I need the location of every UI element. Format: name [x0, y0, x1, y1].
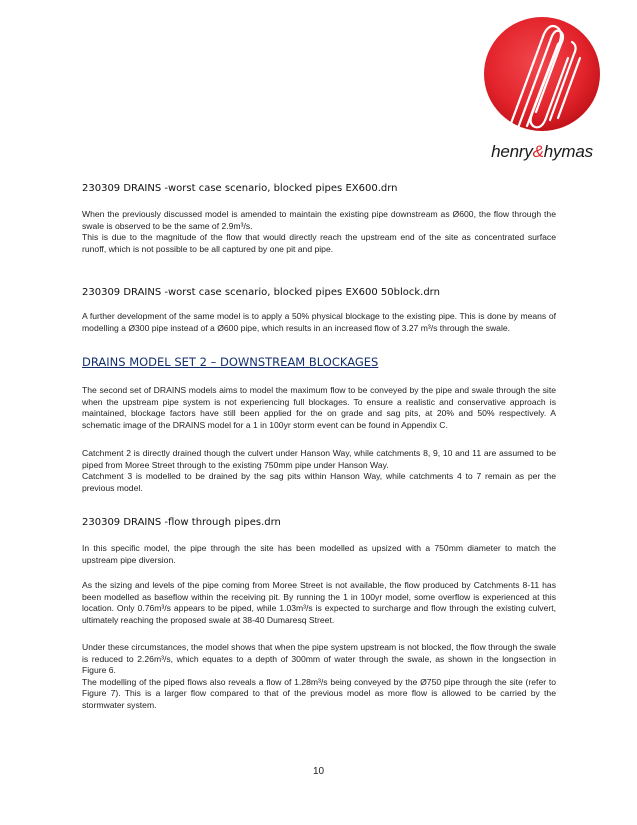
- section-2-body: [82, 311, 556, 334]
- paragraph: In this specific model, the pipe through the site has been modelled as upsized with a 750mm diameter to match the upstream pipe diversion.: [82, 543, 556, 565]
- paragraph: This is due to the magnitude of the flow that would directly reach the upstream end of the site as concentrated surface runoff, which is not possible to be all captured by one pit and pipe.: [82, 232, 556, 254]
- logo-wordmark: [472, 142, 612, 162]
- logo-emblem-icon: [472, 14, 612, 144]
- section-4-body-3: [82, 642, 556, 712]
- logo-text-suffix: hymas: [543, 142, 593, 161]
- company-logo: [472, 14, 612, 164]
- section-4: [82, 517, 556, 528]
- section-heading: 230309 DRAINS -flow through pipes.drn: [82, 517, 281, 528]
- section-heading: 230309 DRAINS -worst case scenario, blocked pipes EX600 50block.drn: [82, 287, 440, 298]
- logo-text-amp: &: [532, 142, 544, 161]
- section-1: [82, 183, 556, 194]
- section-3-body: [82, 385, 556, 431]
- paragraph: As the sizing and levels of the pipe coming from Moree Street is not available, the flow produced by Catchments 8-11 has been modelled as baseflow within the receiving pit. By running the 1 in 100yr model, some overflow is experienced at this location. Only 0.76m³/s appears to be piped, while 1.03m³/s is expected to surcharge and flow through the existing culvert, ultimately reaching the proposed swale at 38-40 Dumaresq Street.: [82, 580, 556, 625]
- paragraph: A further development of the same model is to apply a 50% physical blockage to the existing pipe. This is done by means of modelling a Ø300 pipe instead of a Ø600 pipe, which results in an increased flow of 3.27 m³/s through the swale.: [82, 311, 556, 333]
- paragraph: Under these circumstances, the model shows that when the pipe system upstream is not blocked, the flow through the swale is reduced to 2.26m³/s, which equates to a depth of 300mm of water through the swale, as shown in the longsection in Figure 6.: [82, 642, 556, 676]
- section-3-body-2: [82, 448, 556, 494]
- paragraph: The modelling of the piped flows also reveals a flow of 1.28m³/s being conveyed by the Ø750 pipe through the site (refer to Figure 7). This is a larger flow compared to that of the previous model as more flow is allowed to be carried by the stormwater system.: [82, 676, 556, 710]
- section-4-body-2: [82, 580, 556, 626]
- section-heading: DRAINS MODEL SET 2 – DOWNSTREAM BLOCKAGES: [82, 355, 379, 369]
- paragraph: The second set of DRAINS models aims to model the maximum flow to be conveyed by the pipe and swale through the site when the upstream pipe system is not experiencing full blockages. To ensure a realistic and conservative approach is maintained, blockage factors have still been applied for the on grade and sag pits, at 20% and 50% respectively. A schematic image of the DRAINS model for a 1 in 100yr storm event can be found in Appendix C.: [82, 385, 556, 430]
- section-2: [82, 287, 556, 298]
- paragraph: Catchment 3 is modelled to be drained by the sag pits within Hanson Way, while catchments 4 to 7 remain as per the previous model.: [82, 471, 556, 493]
- section-1-body: [82, 209, 556, 255]
- paragraph: When the previously discussed model is amended to maintain the existing pipe downstream as Ø600, the flow through the swale is observed to be the same of 2.9m³/s.: [82, 209, 556, 231]
- paragraph: Catchment 2 is directly drained though the culvert under Hanson Way, while catchments 8, 9, 10 and 11 are assumed to be piped from Moree Street through to the existing 750mm pipe under Hanson Way.: [82, 448, 556, 470]
- section-heading: 230309 DRAINS -worst case scenario, blocked pipes EX600.drn: [82, 183, 398, 194]
- section-3: [82, 355, 556, 369]
- page-number: 10: [312, 766, 325, 777]
- logo-text-prefix: henry: [491, 142, 533, 161]
- section-4-body: [82, 543, 556, 566]
